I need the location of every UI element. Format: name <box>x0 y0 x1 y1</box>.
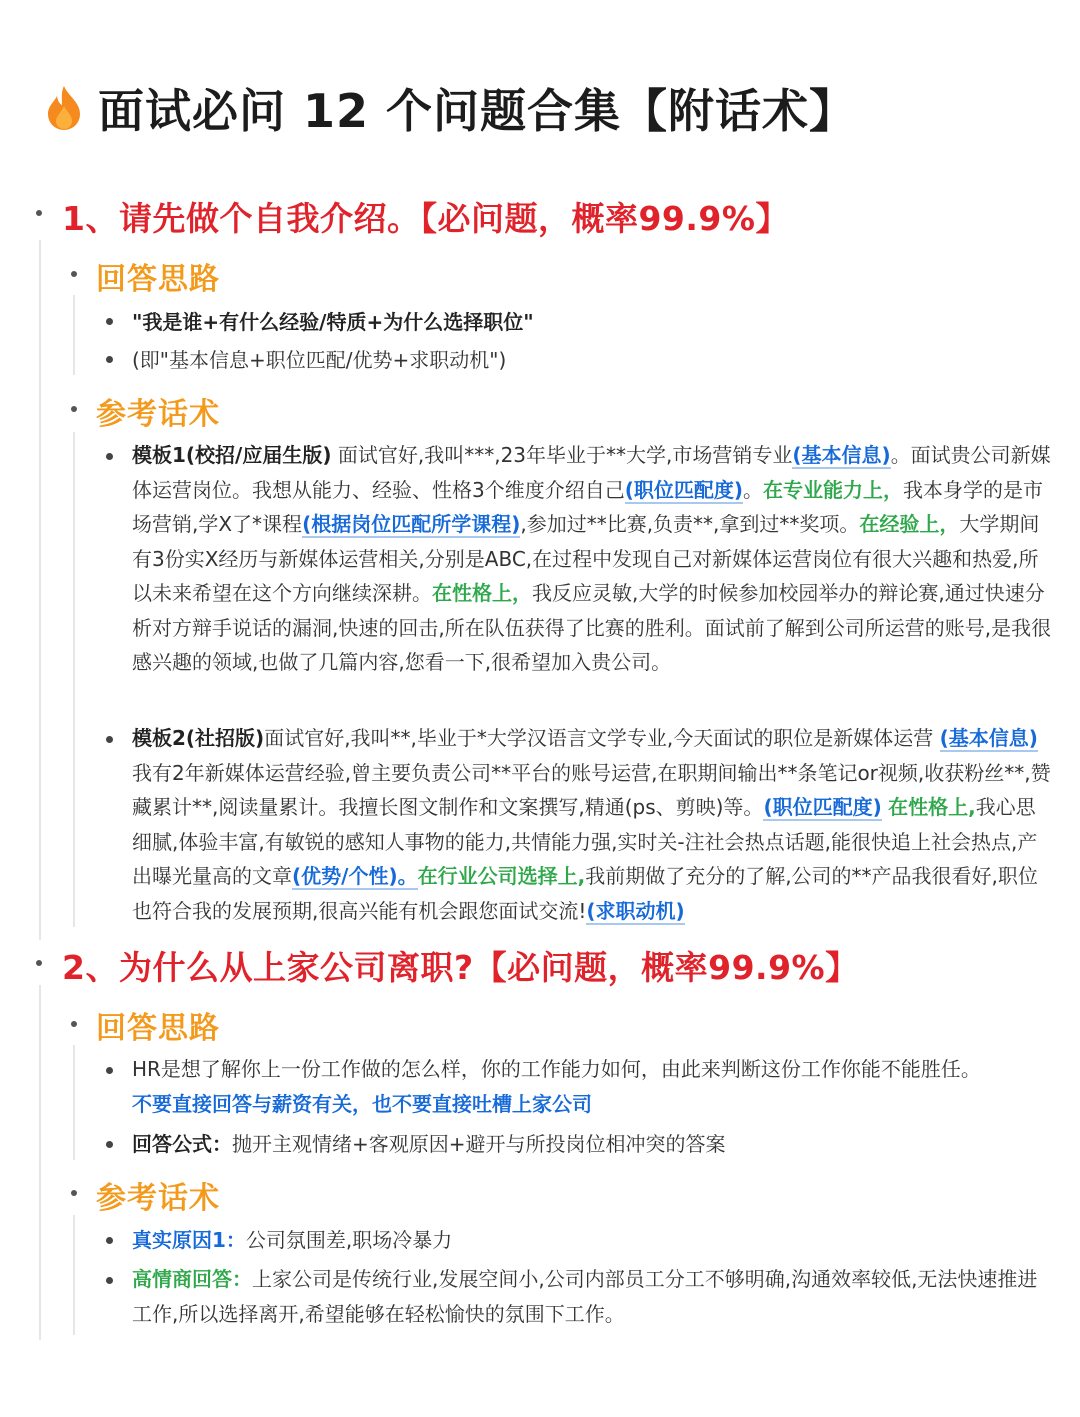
q2-approach-heading: 回答思路 <box>96 1011 220 1046</box>
tag-personality: 在性格上， <box>432 581 532 605</box>
bullet <box>36 960 42 966</box>
outline-guide <box>73 1215 75 1335</box>
bullet <box>106 1237 113 1244</box>
bullet <box>36 210 42 216</box>
q1-scripts-heading: 参考话术 <box>96 397 220 432</box>
tag-personality: 在性格上, <box>888 795 976 819</box>
question-1-heading: 1、请先做个自我介绍。【必问题，概率99.9%】 <box>62 199 789 238</box>
q1-template-1: 模板1(校招/应届生版) 面试官好,我叫***,23年毕业于**大学,市场营销专业(基本信息)。面试贵公司新媒体运营岗位。我想从能力、经验、性格3个维度介绍自己(职位匹配度)。在专业能力上，我本身学的是市场营销,学X了*课程(根据岗位匹配所学课程),参加过**比赛,负责**,拿到过**奖项。在经验上，大学期间有3份实X经历与新媒体运营相关,分别是ABC,在过程中发现自己对新媒体运营岗位有很大兴趣和热爱,所以未来希望在这个方向继续深耕。在性格上，我反应灵敏,大学的时候参加校园举办的辩论赛,通过快速分析对方辩手说话的漏洞,快速的回击,所在队伍获得了比赛的胜利。面试前了解到公司所运营的账号,是我很感兴趣的领域,也做了几篇内容,您看一下,很希望加入贵公司。 <box>132 443 1052 674</box>
bullet <box>106 453 113 460</box>
q2-scripts-heading: 参考话术 <box>96 1181 220 1216</box>
tag-experience: 在经验上， <box>859 512 960 536</box>
real-reason-label: 真实原因1： <box>132 1228 246 1252</box>
template-1-label: 模板1(校招/应届生版) <box>132 443 332 467</box>
q2-script-item-1: 真实原因1：公司氛围差,职场冷暴力 <box>132 1228 453 1252</box>
tag-industry-choice: 在行业公司选择上, <box>417 864 586 888</box>
tag-strength: (优势/个性)。 <box>292 864 418 888</box>
q2-approach-item-2: 回答公式：抛开主观情绪+客观原因+避开与所投岗位相冲突的答案 <box>132 1132 726 1156</box>
bullet <box>106 356 113 363</box>
tag-job-match: (职位匹配度) <box>624 477 744 502</box>
template-2-label: 模板2(社招版) <box>132 726 265 750</box>
tag-courses: (根据岗位匹配所学课程) <box>302 512 521 536</box>
tag-basic-info: (基本信息) <box>792 443 891 467</box>
bullet <box>71 1021 77 1027</box>
tag-job-match: (职位匹配度) <box>763 795 882 819</box>
q1-template-2: 模板2(社招版)面试官好,我叫**,毕业于*大学汉语言文学专业,今天面试的职位是新媒体运营 (基本信息)我有2年新媒体运营经验,曾主要负责公司**平台的账号运营,在职期间输出**条笔记or视频,收获粉丝**,赞藏累计**,阅读量累计。我擅长图文制作和文案撰写,精通(ps、剪映)等。(职位匹配度) 在性格上,我心思细腻,体验丰富,有敏锐的感知人事物的能力,共情能力强,实时关-注社会热点话题,能很快追上社会热点,产出曝光量高的文章(优势/个性)。在行业公司选择上,我前期做了充分的了解,公司的**产品我很看好,职位也符合我的发展预期,很高兴能有机会跟您面试交流!(求职动机) <box>132 726 1051 923</box>
outline-guide <box>39 240 41 940</box>
bullet <box>71 406 77 412</box>
q1-approach-item-2: (即"基本信息+职位匹配/优势+求职动机") <box>132 348 507 372</box>
q1-approach-item-1: "我是谁+有什么经验/特质+为什么选择职位" <box>132 310 534 334</box>
outline-guide <box>73 432 75 927</box>
outline-guide <box>39 985 41 1340</box>
outline-guide <box>73 1045 75 1160</box>
bullet <box>106 736 113 743</box>
tag-motivation: (求职动机) <box>586 898 685 923</box>
q2-approach-item-1: HR是想了解你上一份工作做的怎么样，你的工作能力如何，由此来判断这份工作你能不能胜任。 不要直接回答与薪资有关，也不要直接吐槽上家公司 <box>132 1057 981 1116</box>
q1-approach-heading: 回答思路 <box>96 262 220 297</box>
tag-basic-info: (基本信息) <box>939 726 1038 750</box>
tag-ability: 在专业能力上， <box>763 477 904 502</box>
eq-answer-label: 高情商回答： <box>132 1267 252 1291</box>
question-2-heading: 2、为什么从上家公司离职?【必问题，概率99.9%】 <box>62 948 859 987</box>
bullet <box>71 1190 77 1196</box>
bullet <box>106 1067 113 1074</box>
bullet <box>71 271 77 277</box>
fire-icon <box>44 84 84 132</box>
title-row <box>44 76 856 140</box>
formula-label: 回答公式： <box>132 1132 232 1156</box>
bullet <box>106 1141 113 1148</box>
q2-approach-warning: 不要直接回答与薪资有关，也不要直接吐槽上家公司 <box>132 1091 592 1116</box>
page-title: 面试必问 12 个问题合集【附话术】 <box>98 84 857 138</box>
bullet <box>106 318 113 325</box>
bullet <box>106 1277 113 1284</box>
q2-script-item-2: 高情商回答：上家公司是传统行业,发展空间小,公司内部员工分工不够明确,沟通效率较低,无法快速推进工作,所以选择离开,希望能够在轻松愉快的氛围下工作。 <box>132 1267 1038 1326</box>
outline-guide <box>73 295 75 375</box>
